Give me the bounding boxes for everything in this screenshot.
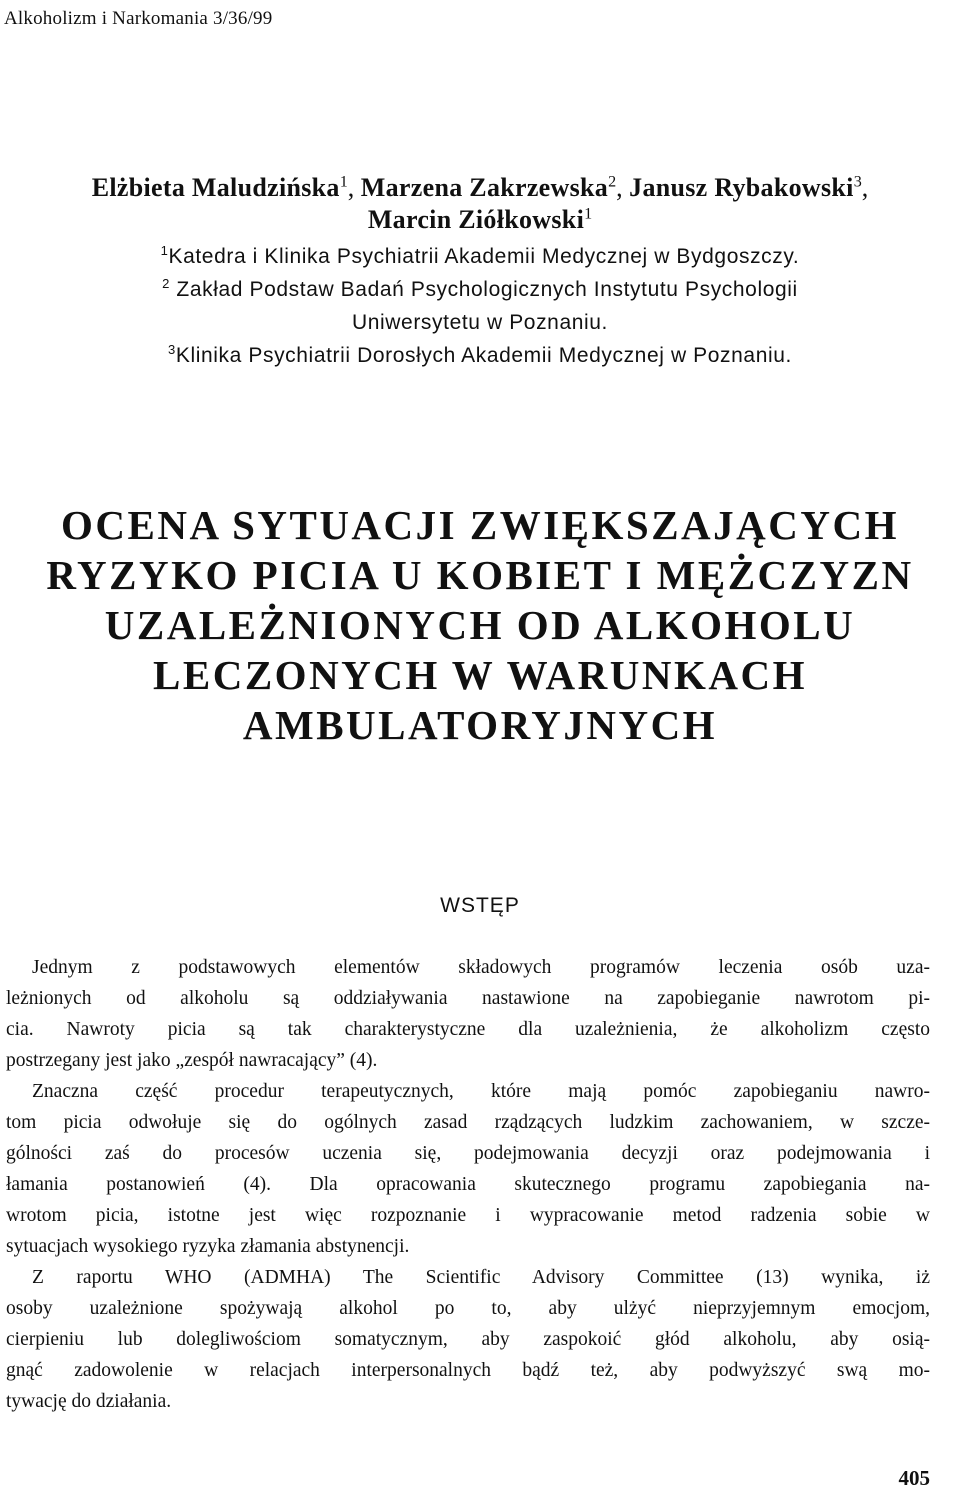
author-separator: ,: [347, 173, 361, 202]
author-affiliation-mark: 1: [339, 173, 348, 191]
section-heading: WSTĘP: [440, 894, 520, 917]
body-line: leżnionych od alkoholu są oddziaływania nastawione na zapobieganie nawrotom pi-: [6, 988, 930, 1009]
affiliation-line: [0, 240, 960, 273]
title-line: RYZYKO PICIA U KOBIET I MĘŻCZYZN: [46, 552, 914, 598]
article-title: [0, 500, 960, 750]
page-number: 405: [898, 1466, 930, 1490]
author-list: [0, 172, 960, 236]
affiliation-text: Klinika Psychiatrii Dorosłych Akademii Medycznej w Poznaniu.: [175, 344, 792, 367]
affiliation-line: [0, 339, 960, 372]
body-line: tom picia odwołuje się do ogólnych zasad rządzących ludzkim zachowaniem, w szcze-: [6, 1112, 930, 1133]
body-line: Z raportu WHO (ADMHA) The Scientific Advisory Committee (13) wynika, iż: [32, 1267, 930, 1288]
author-name: Janusz Rybakowski: [629, 173, 854, 202]
affiliation-mark: 1: [160, 243, 169, 258]
body-line: łamania postanowień (4). Dla opracowania skutecznego programu zapobiegania na-: [6, 1174, 930, 1195]
body-line: Znaczna część procedur terapeutycznych, które mają pomóc zapobieganiu nawro-: [32, 1081, 930, 1102]
body-line: cierpieniu lub dolegliwościom somatycznym, aby zaspokoić głód alkoholu, aby osią-: [6, 1329, 930, 1350]
body-line: postrzegany jest jako „zespół nawracający” (4).: [6, 1050, 378, 1071]
author-separator: ,: [616, 173, 630, 202]
author-name: Marcin Ziółkowski: [367, 205, 585, 234]
running-header: [4, 8, 272, 30]
running-title: Alkoholizm i Narkomania 3/36/99: [4, 8, 273, 29]
affiliation-text: Zakład Podstaw Badań Psychologicznych Instytutu Psychologii: [170, 278, 798, 301]
body-line: cia. Nawroty picia są tak charakterystyczne dla uzależnienia, że alkoholizm często: [6, 1019, 930, 1040]
author-name: Marzena Zakrzewska: [360, 173, 609, 202]
affiliation-line: [0, 306, 960, 339]
author-separator: ,: [861, 173, 869, 202]
body-line: wrotom picia, istotne jest więc rozpoznanie i wypracowanie metod radzenia sobie w: [6, 1205, 930, 1226]
affiliation-mark: 2: [162, 276, 170, 291]
affiliation-mark: 3: [168, 342, 176, 357]
author-line-1: [0, 172, 960, 204]
affiliation-text: Uniwersytetu w Poznaniu.: [351, 311, 608, 334]
title-line: UZALEŻNIONYCH OD ALKOHOLU: [104, 602, 856, 648]
title-line: AMBULATORYJNYCH: [242, 702, 718, 748]
body-line: sytuacjach wysokiego ryzyka złamania abstynencji.: [6, 1236, 410, 1257]
body-line: tywację do działania.: [6, 1391, 172, 1412]
title-line: OCENA SYTUACJI ZWIĘKSZAJĄCYCH: [61, 502, 899, 548]
author-affiliation-mark: 3: [853, 173, 862, 191]
affiliation-text: Katedra i Klinika Psychiatrii Akademii Medycznej w Bydgoszczy.: [168, 245, 800, 268]
body-line: gólności zaś do procesów uczenia się, podejmowania decyzji oraz podejmowania i: [6, 1143, 930, 1164]
author-affiliation-mark: 2: [608, 173, 617, 191]
author-line-2: [0, 204, 960, 236]
affiliation-line: [0, 273, 960, 306]
body-line: gnąć zadowolenie w relacjach interpersonalnych bądź też, aby podwyższyć swą mo-: [6, 1360, 930, 1381]
affiliation-list: [0, 240, 960, 372]
author-name: Elżbieta Maludzińska: [91, 173, 340, 202]
body-line: Jednym z podstawowych elementów składowych programów leczenia osób uza-: [32, 957, 930, 978]
body-line: osoby uzależnione spożywają alkohol po to, aby ulżyć nieprzyjemnym emocjom,: [6, 1298, 930, 1319]
author-affiliation-mark: 1: [584, 205, 593, 223]
title-line: LECZONYCH W WARUNKACH: [153, 652, 807, 698]
body-text: [6, 952, 930, 1417]
